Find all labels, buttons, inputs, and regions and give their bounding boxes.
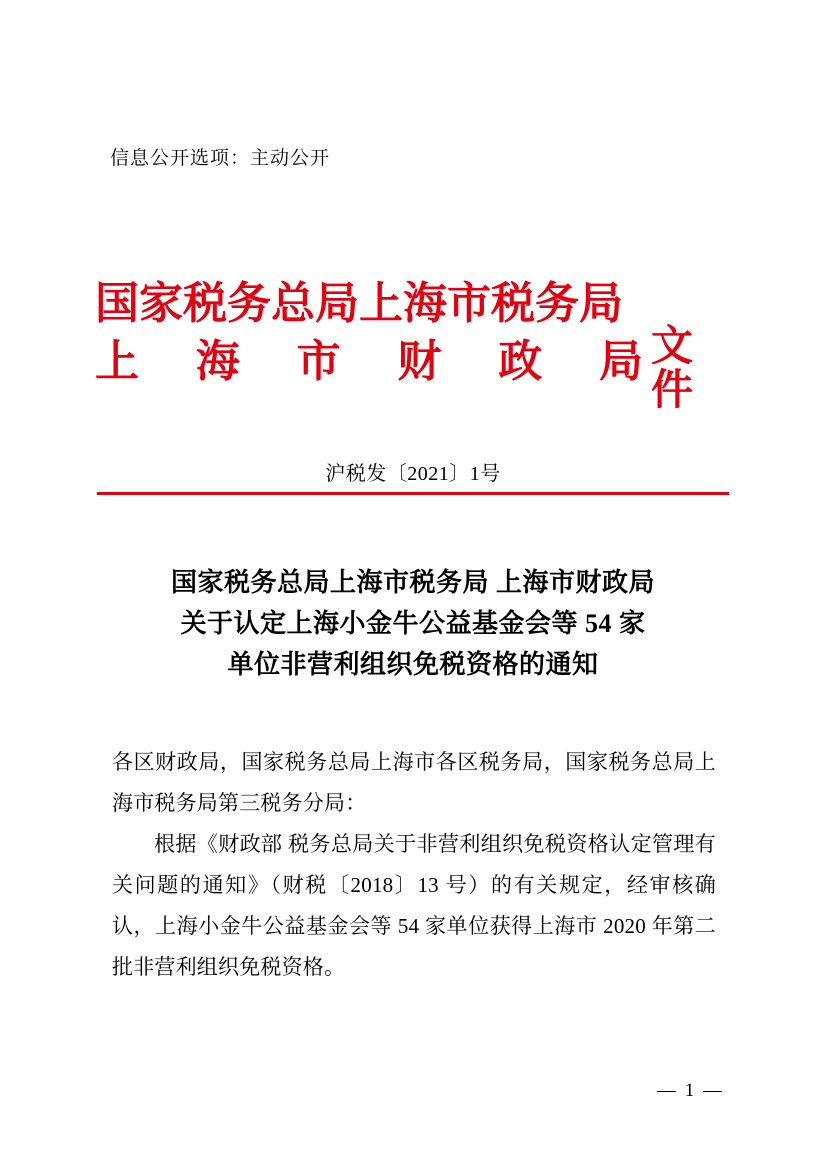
page-number: — 1 — (657, 1080, 724, 1101)
red-divider-rule (97, 492, 729, 495)
title-line: 国家税务总局上海市税务局 上海市财政局 (170, 568, 655, 597)
masthead-line2-char: 政 (498, 337, 543, 386)
masthead-doc-char: 件 (650, 368, 693, 414)
masthead-line2-char: 海 (195, 337, 240, 386)
title-line: 关于认定上海小金牛公益基金会等 54 家 (180, 609, 646, 638)
masthead-line2-char: 市 (296, 337, 341, 386)
document-number: 沪税发〔2021〕1号 (325, 463, 501, 485)
masthead-document-word (648, 325, 696, 413)
body-paragraph-1: 根据《财政部 税务总局关于非营利组织免税资格认定管理有关问题的通知》（财税〔2018〕13 号）的有关规定，经审核确认，上海小金牛公益基金会等 54 家单位获得上海市 2020 年第二批非营利组织免税资格。 (112, 832, 716, 979)
document-title (113, 562, 713, 685)
addressee-line: 各区财政局，国家税务总局上海市各区税务局，国家税务总局上海市税务局第三税务分局： (112, 750, 716, 815)
document-body (112, 742, 716, 988)
masthead-line2-char: 上 (95, 337, 139, 386)
masthead-line2-char: 财 (397, 337, 442, 386)
disclosure-option-line: 信息公开选项：主动公开 (110, 148, 331, 169)
masthead (95, 275, 735, 391)
masthead-doc-char: 文 (650, 324, 693, 370)
title-line: 单位非营利组织免税资格的通知 (227, 650, 599, 679)
masthead-line2-char: 局 (598, 337, 643, 386)
masthead-line-2 (95, 333, 643, 391)
masthead-line-1: 国家税务总局上海市税务局 (95, 279, 623, 328)
